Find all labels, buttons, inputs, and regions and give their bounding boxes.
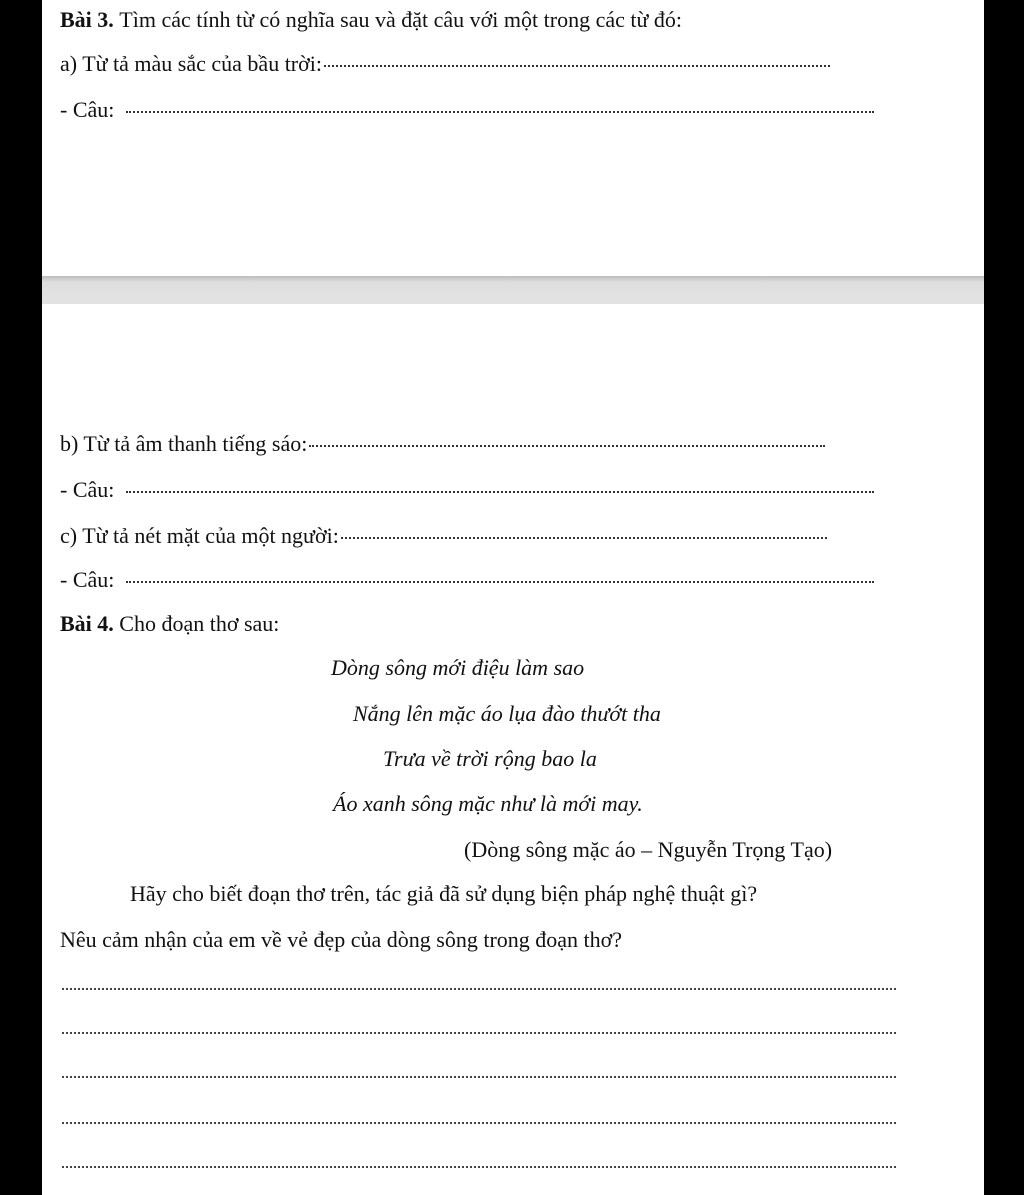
question-2-text: Nêu cảm nhận của em về vẻ đẹp của dòng sông trong đoạn thơ? (60, 927, 623, 952)
bai4-prompt: Cho đoạn thơ sau: (119, 611, 280, 636)
answer-blank-a[interactable] (324, 63, 830, 67)
bai3-b-line (60, 430, 825, 458)
bai4-question-2 (60, 926, 622, 954)
bai3-a-label: a) Từ tả màu sắc của bầu trời: (60, 51, 322, 76)
bai4-heading: Bài 4. (60, 611, 114, 636)
answer-line-5[interactable] (62, 1166, 896, 1168)
bai3-b-cau-line (60, 476, 874, 504)
poem-source: (Dòng sông mặc áo – Nguyễn Trọng Tạo) (464, 837, 833, 862)
document-page-bottom (42, 304, 984, 1195)
answer-blank-c[interactable] (341, 535, 827, 539)
bai3-heading: Bài 3. (60, 7, 114, 32)
question-1-text: Hãy cho biết đoạn thơ trên, tác giả đã sử dụng biện pháp nghệ thuật gì? (130, 881, 758, 906)
bai3-c-label: c) Từ tả nét mặt của một người: (60, 523, 339, 548)
bai3-a-line (60, 50, 830, 78)
answer-line-3[interactable] (62, 1076, 896, 1078)
bai3-title-line (60, 6, 682, 34)
bai3-c-cau-line (60, 566, 874, 594)
answer-line-4[interactable] (62, 1122, 896, 1124)
sentence-blank-b[interactable] (126, 489, 874, 493)
bai3-b-label: b) Từ tả âm thanh tiếng sáo: (60, 431, 308, 456)
poem-line-4: Áo xanh sông mặc như là mới may. (333, 791, 643, 816)
poem-line-3: Trưa về trời rộng bao la (383, 746, 597, 771)
cau-label-a: - Câu: (60, 97, 115, 122)
sentence-blank-a[interactable] (126, 109, 874, 113)
poem-line-2: Nắng lên mặc áo lụa đào thướt tha (353, 701, 661, 726)
cau-label-b: - Câu: (60, 477, 115, 502)
bai4-title-line (60, 610, 279, 638)
poem-line-1: Dòng sông mới điệu làm sao (331, 655, 585, 680)
answer-line-1[interactable] (62, 988, 896, 990)
cau-label-c: - Câu: (60, 567, 115, 592)
sentence-blank-c[interactable] (126, 579, 874, 583)
document-page-top (42, 0, 984, 276)
bai4-question-1 (130, 880, 757, 908)
bai3-prompt: Tìm các tính từ có nghĩa sau và đặt câu với một trong các từ đó: (119, 7, 683, 32)
bai3-c-line (60, 522, 827, 550)
page-break-gap (42, 276, 984, 304)
bai3-a-cau-line (60, 96, 874, 124)
answer-line-2[interactable] (62, 1032, 896, 1034)
answer-blank-b[interactable] (309, 443, 825, 447)
